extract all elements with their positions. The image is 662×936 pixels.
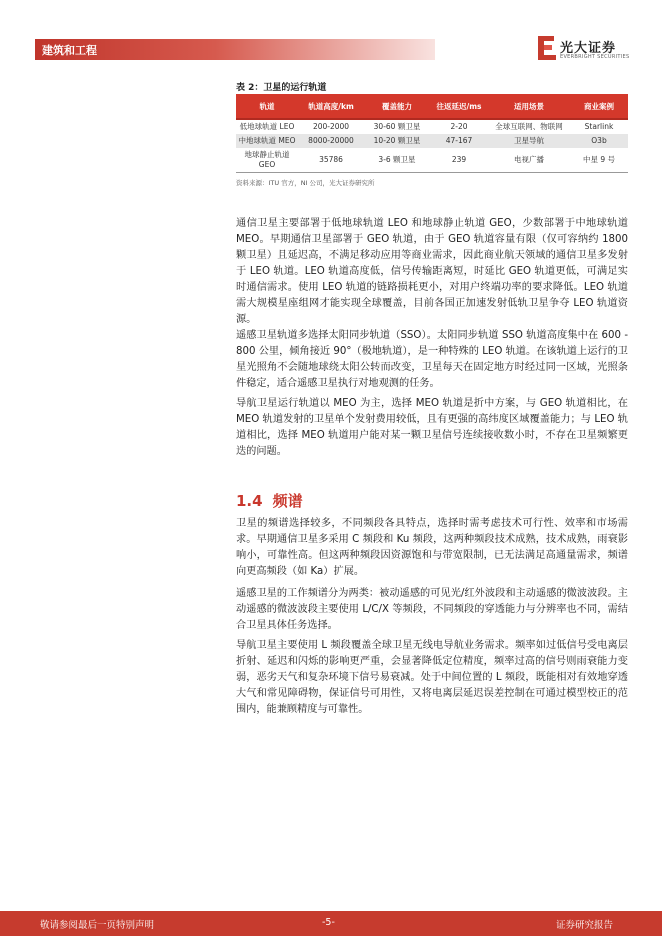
table-row <box>236 119 628 134</box>
logo-english-text: EVERBRIGHT SECURITIES <box>560 54 630 60</box>
table-cell: 239 <box>430 148 488 173</box>
table-cell: 地球静止轨道 GEO <box>236 148 298 173</box>
table-header-row <box>236 94 628 119</box>
paragraph-remote-sensing-spectrum: 遥感卫星的工作频谱分为两类：被动遥感的可见光/红外波段和主动遥感的微波波段。主动遥感的微波波段主要使用 L/C/X 等频段，不同频段的穿透能力与分辨率也不同，需结合卫星具体任务选择。 <box>236 588 628 631</box>
table-cell: 2-20 <box>450 122 468 131</box>
table-header-cell: 轨道高度/km <box>298 94 364 119</box>
table-header-cell: 往返延迟/ms <box>430 94 488 119</box>
paragraph-navigation-spectrum: 导航卫星主要使用 L 频段覆盖全球卫星无线电导航业务需求。频率如过低信号受电离层折射、延迟和闪烁的影响更严重，会显著降低定位精度，频率过高的信号则雨衰能力变弱，恶劣天气和复杂环境下信号易衰减。处于中间位置的 L 频段，既能相对有效地穿透大气和常见障碍物，保证信号可用性，又将电离层延迟误差控制在可通过模型校正的范围内，能兼顾精度与可靠性。 <box>236 640 628 715</box>
table-cell: Starlink <box>584 122 614 131</box>
table-cell: 10-20 颗卫星 <box>364 134 430 148</box>
logo-chinese-text: 光大证券 <box>560 41 617 56</box>
table-cell: 全球互联网、物联网 <box>495 122 563 131</box>
table-row <box>236 134 628 148</box>
table-cell: 卫星导航 <box>488 134 570 148</box>
footer-report-type: 证券研究报告 <box>556 920 614 931</box>
paragraph-spectrum-overview: 卫星的频谱选择较多，不同频段各具特点，选择时需考虑技术可行性、效率和市场需求。早期通信卫星多采用 C 频段和 Ku 频段，这两种频段技术成熟，技术成熟，雨衰影响小，可靠性高。但这两种频段因资源饱和与带宽限制，已无法满足高通量需求，频谱向更高频段（如 Ka）扩展。 <box>236 518 628 577</box>
table-title: 表 2：卫星的运行轨道 <box>236 83 327 93</box>
section-title: 频谱 <box>272 492 303 510</box>
page-number: -5- <box>322 917 335 928</box>
section-heading <box>236 490 303 511</box>
footer-bar <box>0 911 662 936</box>
table-source-note: 资料来源：ITU 官方，NI 公司，光大证券研究所 <box>236 179 375 187</box>
table-cell: 35786 <box>298 148 364 173</box>
table-cell: 47-167 <box>430 134 488 148</box>
paragraph-remote-sensing-orbit: 遥感卫星轨道多选择太阳同步轨道（SSO）。太阳同步轨道 SSO 轨道高度集中在 600 - 800 公里，倾角接近 90°（极地轨道），是一种特殊的 LEO 轨道。在该轨道上运行的卫星光照角不会随地球绕太阳公转而改变，卫星每天在固定地方时经过同一区域，光照条件稳定，适合遥感卫星执行对地观测的任务。 <box>236 330 628 389</box>
table-cell: 3-6 颗卫星 <box>364 148 430 173</box>
table-header-cell: 适用场景 <box>488 94 570 119</box>
orbit-table <box>236 94 628 173</box>
table-cell: 低地球轨道 LEO <box>239 122 295 131</box>
header-category: 建筑和工程 <box>42 44 97 57</box>
paragraph-communication-orbit: 通信卫星主要部署于低地球轨道 LEO 和地球静止轨道 GEO，少数部署于中地球轨道 MEO。早期通信卫星部署于 GEO 轨道，由于 GEO 轨道容量有限（仅可容纳约 1800 颗卫星）且延迟高，不满足移动应用等商业需求，因此商业航天领域的通信卫星多发射于 LEO 轨道。LEO 轨道高度低，信号传输距离短，时延比 GEO 轨道更低，可满足实时通信需求。使用 LEO 轨道的链路损耗更小，对用户终端功率的要求降低。LEO 轨道需大规模星座组网才能实现全球覆盖，目前各国正加速发射低轨卫星争夺 LEO 轨道资源。 <box>236 218 628 325</box>
header-category-bar <box>35 39 435 60</box>
table-header-cell: 轨道 <box>236 94 298 119</box>
table-header-cell: 商业案例 <box>570 94 628 119</box>
brand-logo-icon <box>538 36 556 60</box>
table-cell: 200-2000 <box>312 122 350 131</box>
section-number: 1.4 <box>236 492 263 510</box>
company-logo <box>538 36 628 64</box>
table-cell: 30-60 颗卫星 <box>373 122 421 131</box>
table-cell: O3b <box>570 134 628 148</box>
table-cell: 中地球轨道 MEO <box>236 134 298 148</box>
table-cell: 中星 9 号 <box>570 148 628 173</box>
table-cell: 8000-20000 <box>298 134 364 148</box>
paragraph-navigation-orbit: 导航卫星运行轨道以 MEO 为主，选择 MEO 轨道是折中方案，与 GEO 轨道相比，在 MEO 轨道发射的卫星单个发射费用较低，且有更强的高纬度区域覆盖能力；与 LEO 轨道相比，选择 MEO 轨道用户能对某一颗卫星信号连续接收数小时，不存在卫星频繁更迭的问题。 <box>236 398 628 457</box>
table-row <box>236 148 628 173</box>
table-header-cell: 覆盖能力 <box>364 94 430 119</box>
footer-disclaimer: 敬请参阅最后一页特别声明 <box>40 920 155 931</box>
table-cell: 电视广播 <box>488 148 570 173</box>
